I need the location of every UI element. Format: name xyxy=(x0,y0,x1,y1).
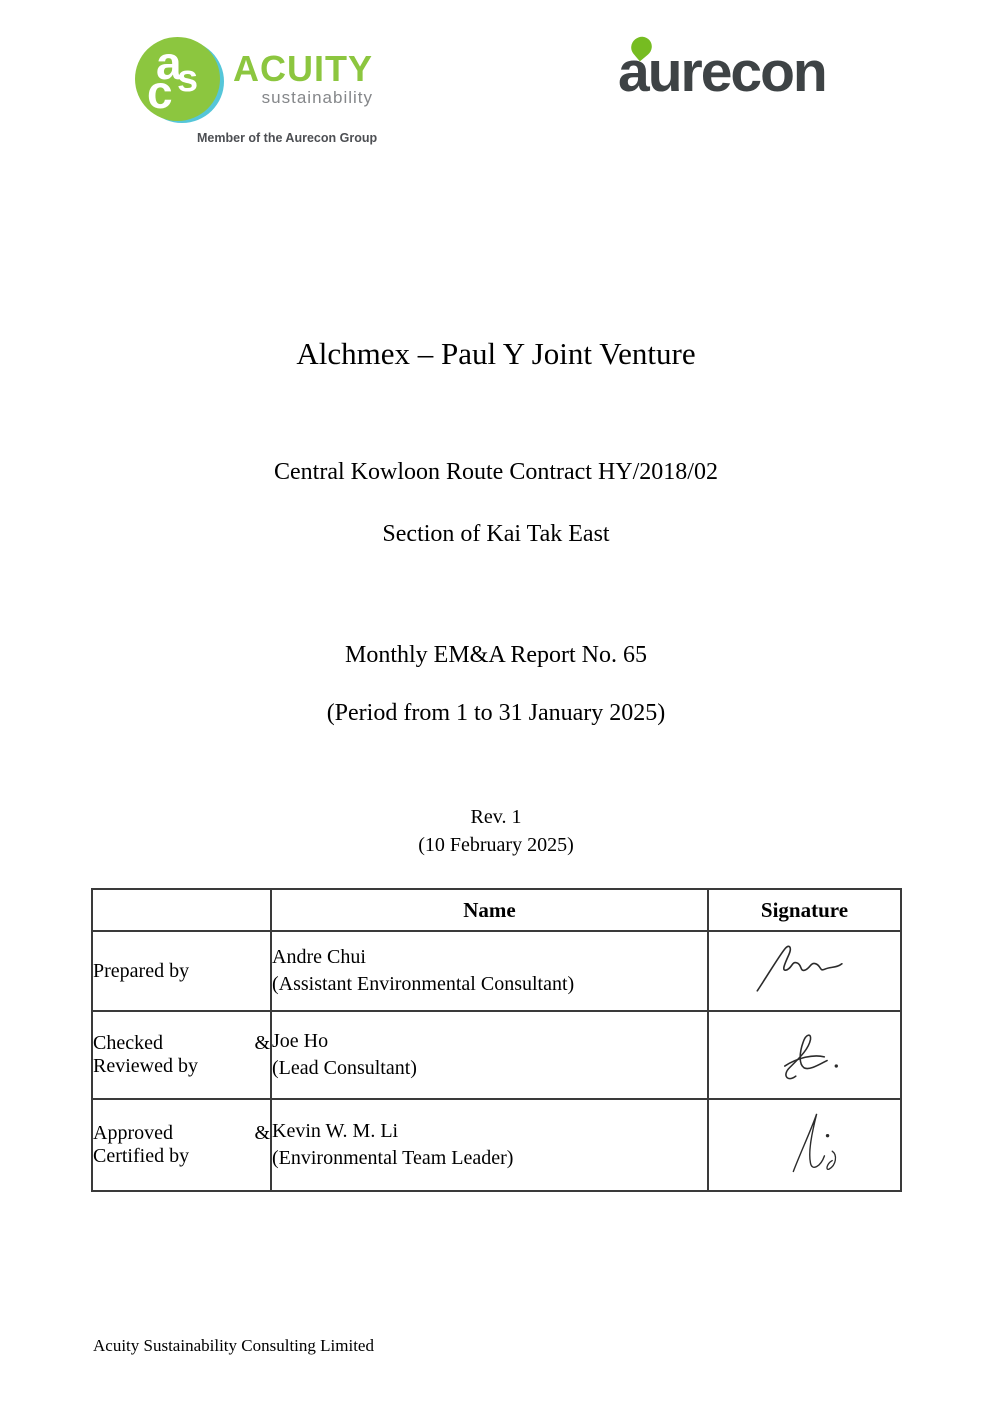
role-cell xyxy=(92,931,271,1011)
signature-cell xyxy=(708,931,901,1011)
revision-date: (10 February 2025) xyxy=(418,834,574,856)
acuity-subtitle: sustainability xyxy=(261,88,373,107)
role-cell xyxy=(92,1099,271,1191)
report-period: (Period from 1 to 31 January 2025) xyxy=(326,700,666,726)
table-row-checked-reviewed-by xyxy=(92,1011,901,1099)
role-label-line1: Approved xyxy=(93,1122,173,1144)
table-header-row xyxy=(92,889,901,931)
role-ampersand: & xyxy=(254,1032,270,1054)
role-label-line2: Certified by xyxy=(93,1145,190,1167)
signature-cell xyxy=(708,1011,901,1099)
joe-ho-signature-icon xyxy=(759,1024,851,1086)
approval-table xyxy=(91,888,902,1192)
role-label-line2: Reviewed by xyxy=(93,1055,198,1077)
aurecon-wordmark: aurecon xyxy=(618,40,826,104)
person-name: Kevin W. M. Li xyxy=(272,1120,399,1142)
monogram-letter-c: c xyxy=(147,66,173,118)
section-title: Section of Kai Tak East xyxy=(382,521,610,547)
role-header-cell xyxy=(92,889,271,931)
signature-cell xyxy=(708,1099,901,1191)
person-title: (Lead Consultant) xyxy=(272,1057,417,1079)
andre-chui-signature-icon xyxy=(744,944,866,998)
monogram-letter-s: s xyxy=(177,58,199,100)
table-row-approved-certified-by xyxy=(92,1099,901,1191)
person-name: Joe Ho xyxy=(272,1030,329,1052)
aurecon-logo xyxy=(618,36,893,114)
role-label-line1: Checked xyxy=(93,1032,163,1054)
acuity-logo xyxy=(135,37,385,145)
person-name: Andre Chui xyxy=(272,946,366,968)
name-cell xyxy=(271,1011,708,1099)
person-title: (Assistant Environmental Consultant) xyxy=(272,973,575,995)
acuity-tagline: Member of the Aurecon Group xyxy=(197,131,378,145)
name-cell xyxy=(271,1099,708,1191)
document-title: Alchmex – Paul Y Joint Venture xyxy=(296,336,696,371)
kevin-li-signature-icon xyxy=(770,1106,840,1184)
role-ampersand: & xyxy=(254,1122,270,1144)
monogram-letter-a: a xyxy=(156,37,182,89)
name-header-cell: Name xyxy=(271,889,708,931)
footer-company-name: Acuity Sustainability Consulting Limited xyxy=(93,1336,374,1355)
acuity-monogram-icon xyxy=(135,37,225,123)
table-row-prepared-by xyxy=(92,931,901,1011)
signature-header-cell: Signature xyxy=(708,889,901,931)
person-title: (Environmental Team Leader) xyxy=(272,1147,514,1169)
name-cell xyxy=(271,931,708,1011)
role-cell xyxy=(92,1011,271,1099)
revision-label: Rev. 1 xyxy=(470,806,522,828)
acuity-wordmark: ACUITY xyxy=(233,48,373,89)
contract-title: Central Kowloon Route Contract HY/2018/02 xyxy=(274,459,718,485)
acuity-circle xyxy=(135,37,220,121)
report-number: Monthly EM&A Report No. 65 xyxy=(344,642,647,668)
role-label: Prepared by xyxy=(93,959,190,982)
